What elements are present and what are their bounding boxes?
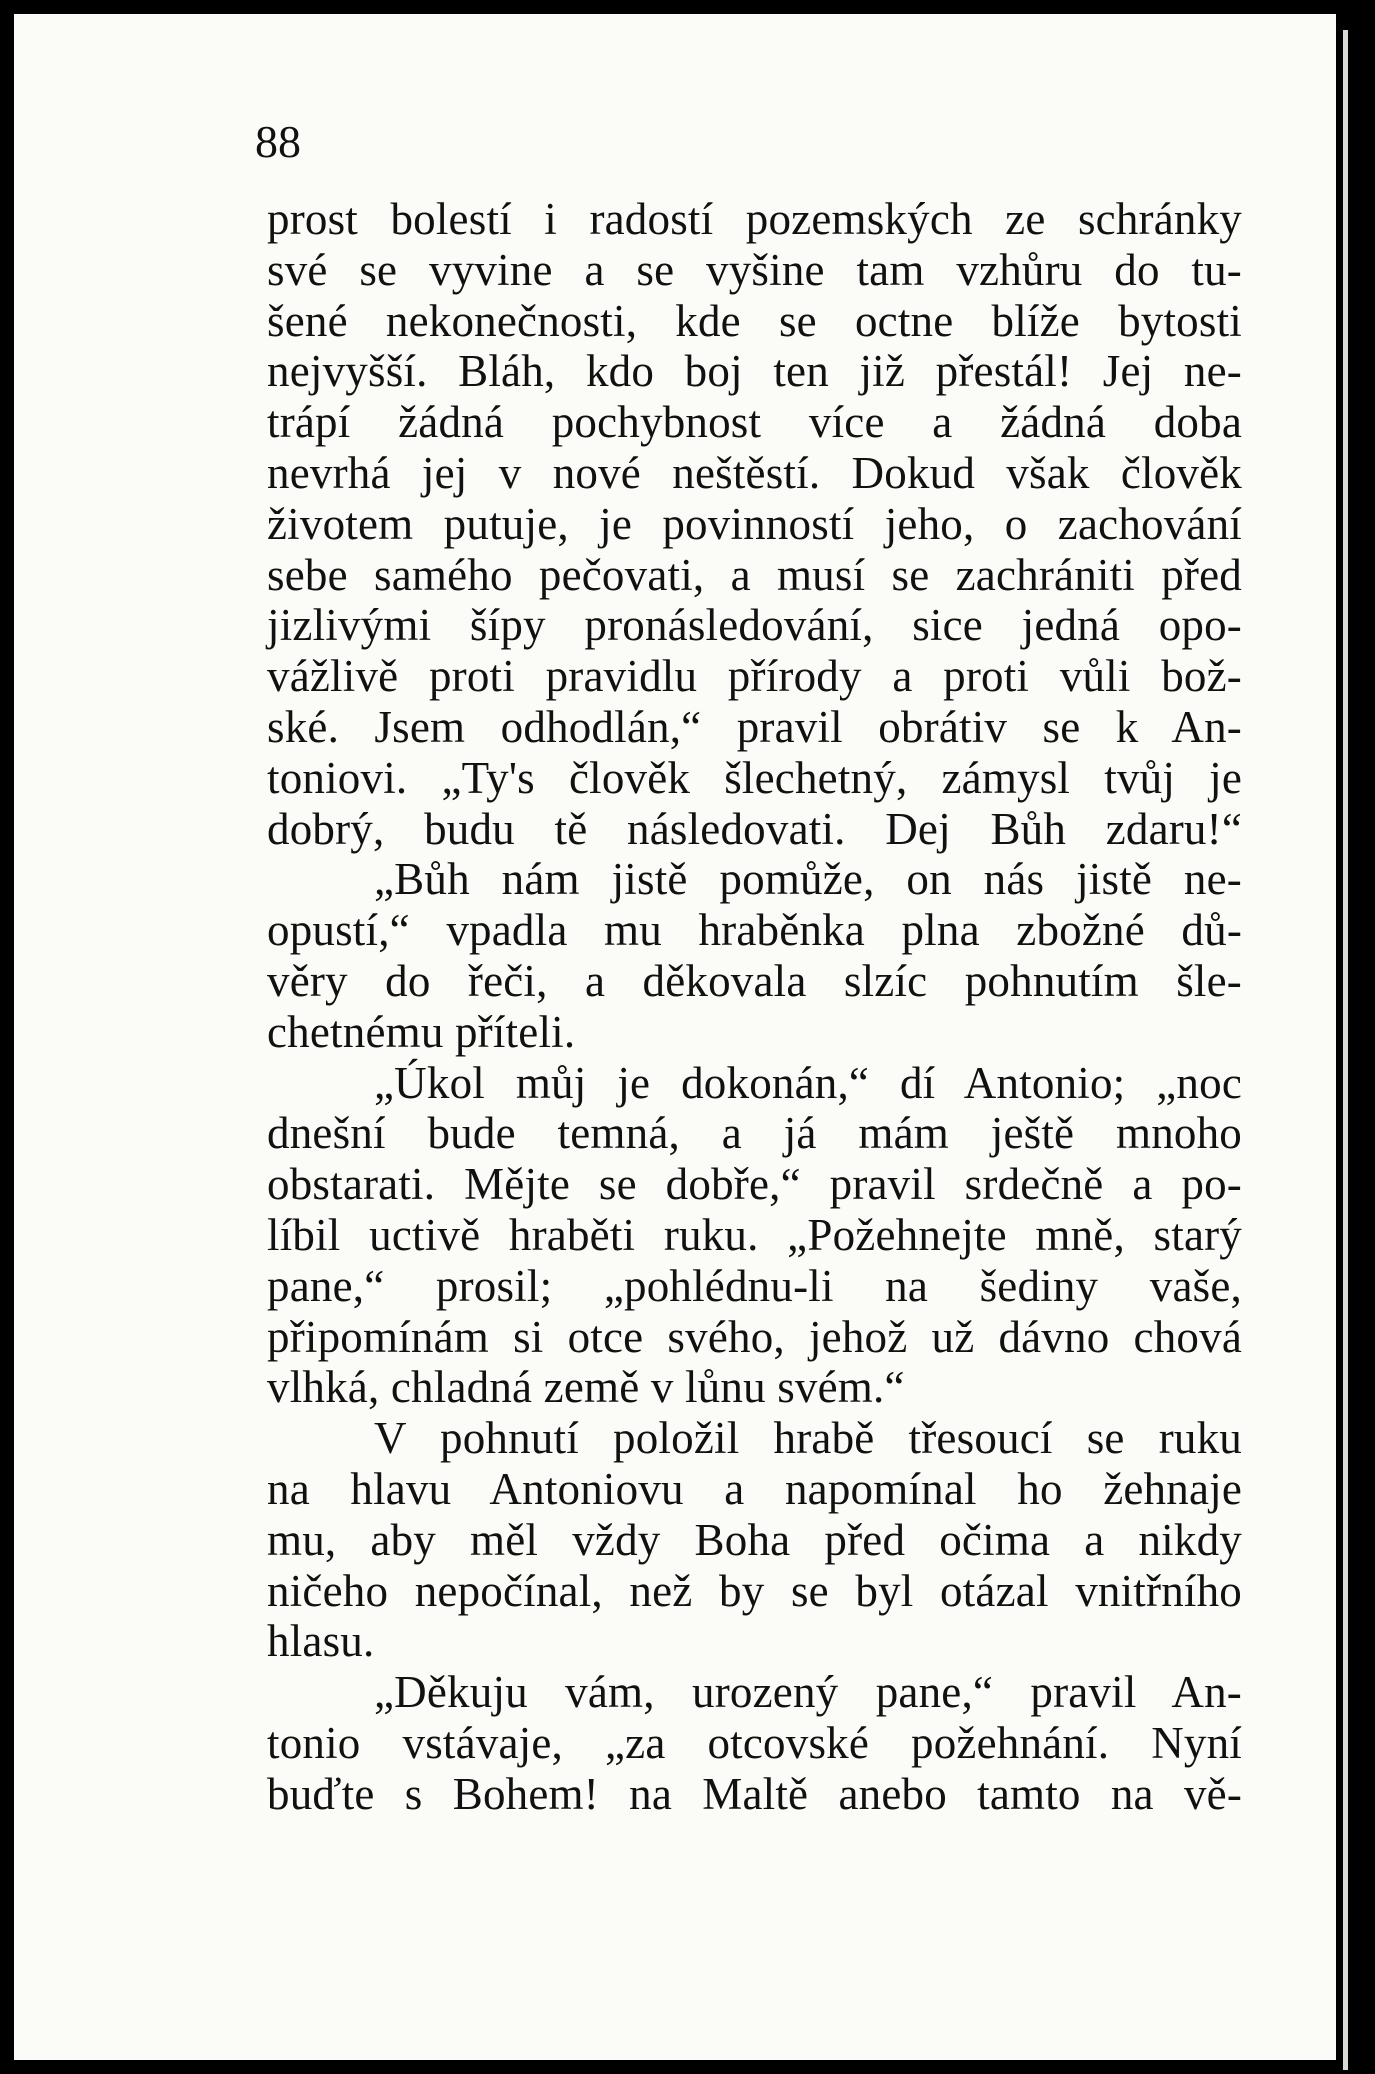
text-line: „Úkol můj je dokonán,“ dí Antonio; „noc	[374, 1057, 1242, 1108]
text-line: nejvyšší. Bláh, kdo boj ten již přestál! Jej ne-	[267, 346, 1242, 397]
page-edge	[1343, 30, 1348, 2070]
text-line: nevrhá jej v nové neštěstí. Dokud však člověk	[267, 447, 1242, 498]
text-line: šené nekonečnosti, kde se octne blíže bytosti	[267, 295, 1242, 346]
text-line: vážlivě proti pravidlu přírody a proti vůli bož-	[267, 651, 1242, 702]
page-number: 88	[255, 116, 301, 167]
book-page	[14, 14, 1336, 2060]
text-line: připomínám si otce svého, jehož už dávno chová	[267, 1311, 1242, 1362]
text-line: líbil uctivě hraběti ruku. „Požehnejte mně, starý	[267, 1209, 1242, 1260]
text-line: buďte s Bohem! na Maltě anebo tamto na vě-	[267, 1768, 1242, 1819]
text-line: vlhká, chladná země v lůnu svém.“	[267, 1362, 905, 1413]
text-line: prost bolestí i radostí pozemských ze schránky	[267, 194, 1242, 244]
text-line: ské. Jsem odhodlán,“ pravil obrátiv se k An-	[267, 701, 1242, 752]
text-line: chetnému příteli.	[267, 1006, 576, 1057]
text-line: obstarati. Mějte se dobře,“ pravil srdečně a po-	[267, 1159, 1242, 1210]
text-line: V pohnutí položil hrabě třesoucí se ruku	[374, 1413, 1242, 1464]
text-line: toniovi. „Ty's člověk šlechetný, zámysl tvůj je	[267, 752, 1242, 803]
text-line: „Děkuju vám, urozený pane,“ pravil An-	[374, 1667, 1242, 1718]
text-line: své se vyvine a se vyšine tam vzhůru do tu-	[267, 244, 1242, 295]
text-line: opustí,“ vpadla mu hraběnka plna zbožné dů-	[267, 905, 1242, 956]
text-line: dobrý, budu tě následovati. Dej Bůh zdaru!“	[267, 803, 1242, 854]
text-line: na hlavu Antoniovu a napomínal ho žehnaje	[267, 1463, 1242, 1514]
text-line: hlasu.	[267, 1616, 375, 1667]
text-line: sebe samého pečovati, a musí se zachrániti před	[267, 549, 1242, 600]
text-line: dnešní bude temná, a já mám ještě mnoho	[267, 1108, 1242, 1159]
text-line: věry do řeči, a děkovala slzíc pohnutím šle-	[267, 955, 1242, 1006]
text-line: mu, aby měl vždy Boha před očima a nikdy	[267, 1514, 1242, 1565]
text-line: „Bůh nám jistě pomůže, on nás jistě ne-	[374, 854, 1242, 905]
text-line: ničeho nepočínal, než by se byl otázal vnitřního	[267, 1565, 1242, 1616]
text-line: pane,“ prosil; „pohlédnu-li na šediny vaše,	[267, 1260, 1242, 1311]
body-text	[267, 194, 1242, 1820]
text-line: trápí žádná pochybnost více a žádná doba	[267, 397, 1242, 448]
text-line: tonio vstávaje, „za otcovské požehnání. Nyní	[267, 1717, 1242, 1768]
text-line: jizlivými šípy pronásledování, sice jedná opo-	[267, 600, 1242, 651]
text-line: životem putuje, je povinností jeho, o zachování	[267, 498, 1242, 549]
